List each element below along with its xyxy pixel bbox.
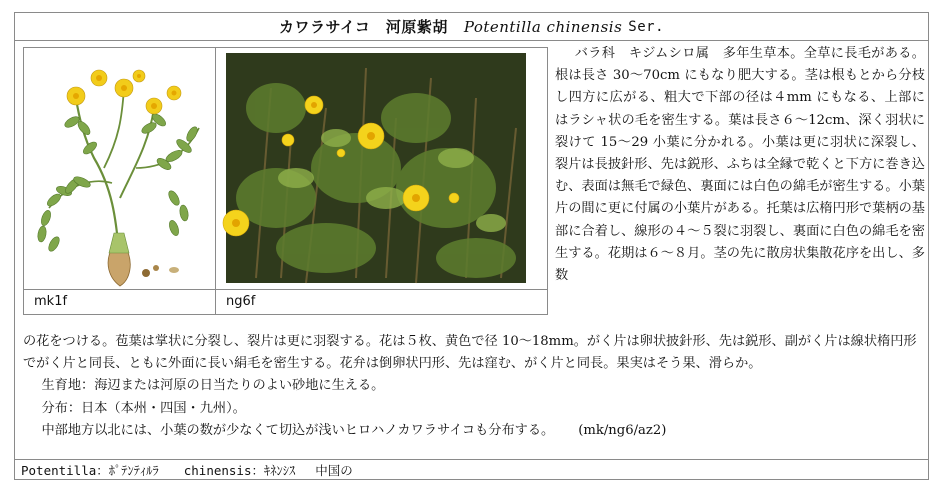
botanical-illustration bbox=[24, 48, 214, 288]
description-continued bbox=[23, 331, 925, 442]
note-text: 中部地方以北には、小葉の数が少なくて切込が浅いヒロハノカワラサイコも分布する。 bbox=[41, 422, 555, 438]
illustration-cell bbox=[24, 48, 216, 290]
author-abbrev: Ser. bbox=[628, 18, 665, 35]
distribution-line: 分布：日本（本州・四国・九州）。 bbox=[41, 400, 246, 416]
habitat-line: 生育地：海辺または河原の日当たりのよい砂地に生える。 bbox=[41, 378, 385, 394]
description-column bbox=[555, 43, 925, 287]
photo-cell bbox=[216, 48, 547, 290]
description-continuation: の花をつける。苞葉は掌状に分裂し、裂片は更に羽裂する。花は５枚、黄色で径 10～18mm。がく片は卵状披針形、先は鋭形、副がく片は線状楕円形でがく片と同長、ともに外面に長い絹毛を密生する。花弁は倒卵状円形、先は窪む、がく片と同長。果実はそう果、滑らか。 bbox=[23, 334, 917, 372]
note-line bbox=[23, 420, 925, 442]
etymology-footer bbox=[15, 459, 928, 481]
scientific-name: Potentilla chinensis bbox=[463, 17, 623, 36]
title-bar bbox=[15, 13, 928, 41]
source-code: (mk/ng6/az2) bbox=[578, 422, 667, 438]
field-photo bbox=[216, 48, 545, 288]
plant-card bbox=[14, 12, 929, 480]
japanese-name: カワラサイコ 河原紫胡 bbox=[278, 18, 448, 36]
illustration-caption: mk1f bbox=[24, 290, 216, 314]
etymology-text: Potentilla：ﾎﾟﾃﾝﾃｨﾙﾗ chinensis：ｷﾈﾝｼｽ 中国の bbox=[21, 463, 353, 478]
image-table bbox=[23, 47, 548, 315]
description-paragraph: バラ科 キジムシロ属 多年生草本。全草に長毛がある。根は長さ 30～70cm にもなり肥大する。茎は根もとから分枝し四方に広がる、粗大で下部の径は４mm にもなる、上部にはラシャ状の毛を密生する。葉は長さ６～12cm、深く羽状に裂けて 15～29 小葉に分かれる。小葉は更に羽状に深裂し、裂片は長披針形、先は鋭形、ふちは全縁で乾くと下方に巻き込む、表面は無毛で緑色、裏面には白色の綿毛が密生する。小葉片の間に更に付属の小葉片がある。托葉は広楕円形で葉柄の基部に合着し、線形の４～５裂に羽裂し、裏面に白色の綿毛を密生する。花期は６～８月。茎の先に散房状集散花序を出し、多数 bbox=[555, 46, 925, 284]
photo-caption: ng6f bbox=[226, 294, 256, 309]
